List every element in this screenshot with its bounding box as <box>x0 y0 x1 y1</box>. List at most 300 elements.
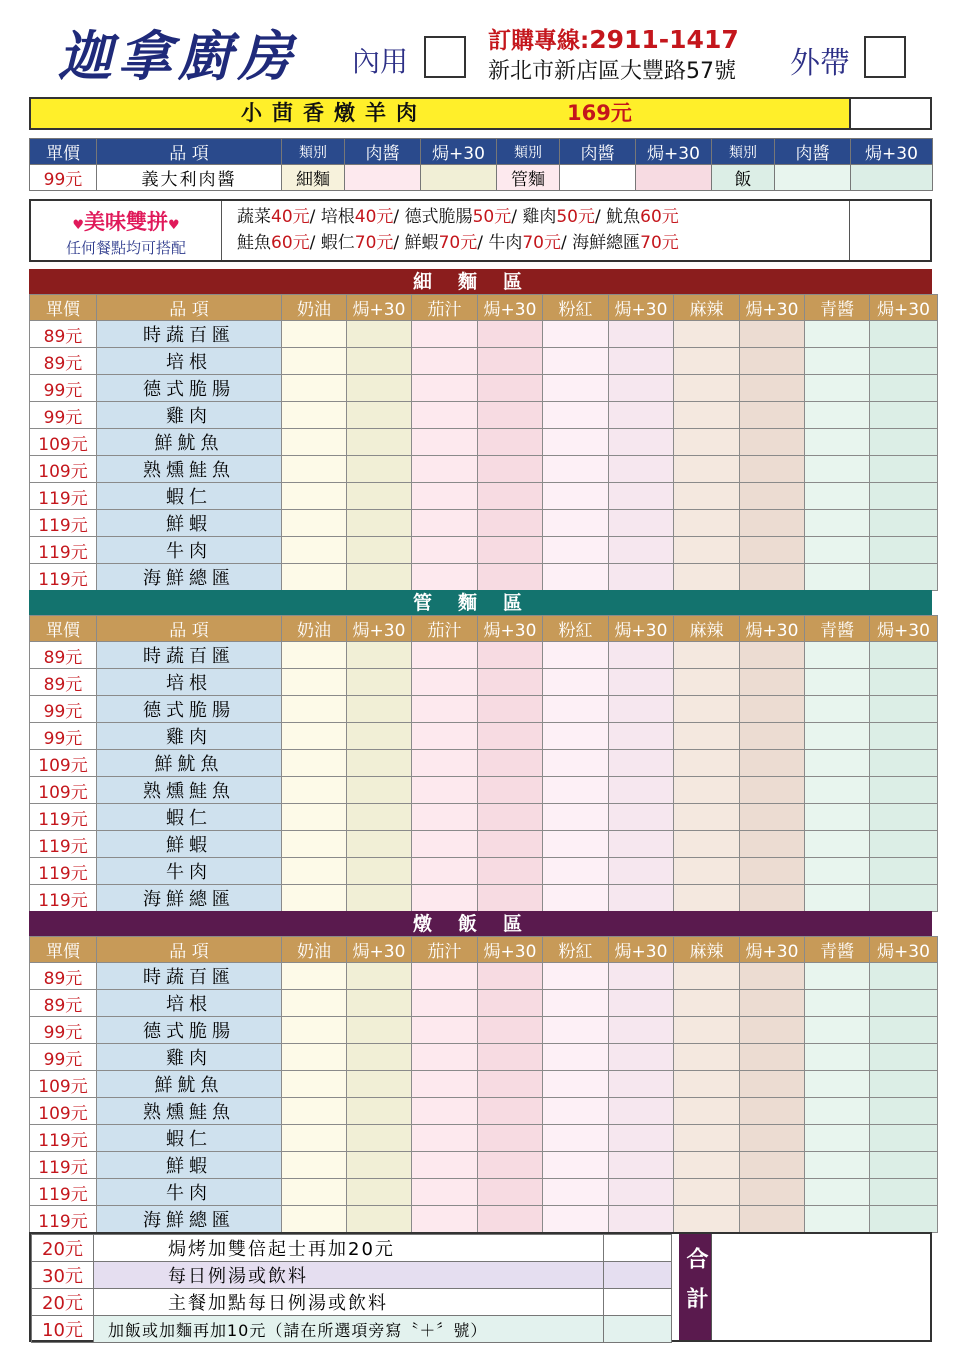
order-cell[interactable] <box>870 696 938 723</box>
order-cell[interactable] <box>609 1098 674 1125</box>
order-cell[interactable] <box>805 1152 870 1179</box>
order-cell[interactable] <box>347 696 412 723</box>
order-cell[interactable] <box>412 750 478 777</box>
order-cell[interactable] <box>870 831 938 858</box>
order-cell[interactable] <box>674 885 740 912</box>
order-cell[interactable] <box>478 348 543 375</box>
order-cell[interactable] <box>543 348 609 375</box>
order-cell[interactable] <box>478 642 543 669</box>
order-cell[interactable] <box>609 885 674 912</box>
order-cell[interactable] <box>805 831 870 858</box>
order-cell[interactable] <box>740 564 805 591</box>
order-cell[interactable] <box>805 375 870 402</box>
order-cell[interactable] <box>740 990 805 1017</box>
order-cell[interactable] <box>478 402 543 429</box>
order-cell[interactable] <box>609 1152 674 1179</box>
order-cell[interactable] <box>674 1179 740 1206</box>
order-cell[interactable] <box>347 963 412 990</box>
order-cell[interactable] <box>412 348 478 375</box>
order-cell[interactable] <box>412 777 478 804</box>
order-cell[interactable] <box>609 1071 674 1098</box>
order-cell[interactable] <box>543 1179 609 1206</box>
order-cell[interactable] <box>543 750 609 777</box>
order-cell[interactable] <box>478 804 543 831</box>
order-cell[interactable] <box>740 669 805 696</box>
order-cell[interactable] <box>805 510 870 537</box>
order-cell[interactable] <box>543 321 609 348</box>
order-cell[interactable] <box>478 777 543 804</box>
order-cell[interactable] <box>609 1179 674 1206</box>
order-cell[interactable] <box>609 375 674 402</box>
order-cell[interactable] <box>412 1098 478 1125</box>
order-cell[interactable] <box>609 564 674 591</box>
order-cell[interactable] <box>478 696 543 723</box>
order-cell[interactable] <box>543 777 609 804</box>
order-cell[interactable] <box>282 723 347 750</box>
order-cell[interactable] <box>543 1071 609 1098</box>
order-cell[interactable] <box>805 456 870 483</box>
order-cell[interactable] <box>740 321 805 348</box>
order-cell[interactable] <box>740 1044 805 1071</box>
order-cell[interactable] <box>805 858 870 885</box>
order-cell[interactable] <box>347 1098 412 1125</box>
order-cell[interactable] <box>870 402 938 429</box>
order-cell[interactable] <box>543 375 609 402</box>
order-cell[interactable] <box>543 858 609 885</box>
order-cell[interactable] <box>870 669 938 696</box>
order-cell[interactable] <box>560 165 636 191</box>
order-cell[interactable] <box>805 723 870 750</box>
order-cell[interactable] <box>740 537 805 564</box>
order-cell[interactable] <box>805 1098 870 1125</box>
order-cell[interactable] <box>674 321 740 348</box>
order-cell[interactable] <box>740 429 805 456</box>
order-cell[interactable] <box>282 1071 347 1098</box>
order-cell[interactable] <box>543 1017 609 1044</box>
order-cell[interactable] <box>870 348 938 375</box>
order-cell[interactable] <box>347 858 412 885</box>
order-cell[interactable] <box>805 429 870 456</box>
order-cell[interactable] <box>412 510 478 537</box>
order-cell[interactable] <box>674 750 740 777</box>
order-cell[interactable] <box>543 885 609 912</box>
order-cell[interactable] <box>740 1071 805 1098</box>
order-cell[interactable] <box>870 564 938 591</box>
order-cell[interactable] <box>870 321 938 348</box>
order-cell[interactable] <box>870 723 938 750</box>
order-cell[interactable] <box>282 375 347 402</box>
order-cell[interactable] <box>805 804 870 831</box>
order-cell[interactable] <box>805 321 870 348</box>
order-cell[interactable] <box>478 1017 543 1044</box>
order-cell[interactable] <box>478 750 543 777</box>
order-cell[interactable] <box>478 321 543 348</box>
order-cell[interactable] <box>674 1044 740 1071</box>
order-cell[interactable] <box>870 1071 938 1098</box>
order-cell[interactable] <box>674 963 740 990</box>
order-cell[interactable] <box>543 963 609 990</box>
order-cell[interactable] <box>347 564 412 591</box>
order-cell[interactable] <box>282 537 347 564</box>
order-cell[interactable] <box>543 669 609 696</box>
order-cell[interactable] <box>282 963 347 990</box>
order-cell[interactable] <box>347 456 412 483</box>
order-cell[interactable] <box>478 483 543 510</box>
order-cell[interactable] <box>478 831 543 858</box>
order-cell[interactable] <box>740 375 805 402</box>
order-cell[interactable] <box>609 456 674 483</box>
order-cell[interactable] <box>674 537 740 564</box>
order-cell[interactable] <box>412 696 478 723</box>
order-cell[interactable] <box>478 1098 543 1125</box>
order-cell[interactable] <box>740 750 805 777</box>
order-cell[interactable] <box>609 429 674 456</box>
order-cell[interactable] <box>543 1044 609 1071</box>
order-cell[interactable] <box>347 642 412 669</box>
order-cell[interactable] <box>740 402 805 429</box>
extra-qty-cell[interactable] <box>604 1235 672 1262</box>
order-cell[interactable] <box>870 777 938 804</box>
order-cell[interactable] <box>805 885 870 912</box>
order-cell[interactable] <box>740 1179 805 1206</box>
order-cell[interactable] <box>674 429 740 456</box>
order-cell[interactable] <box>412 858 478 885</box>
extra-qty-cell[interactable] <box>604 1316 672 1343</box>
order-cell[interactable] <box>347 750 412 777</box>
order-cell[interactable] <box>870 510 938 537</box>
extra-qty-cell[interactable] <box>604 1289 672 1316</box>
order-cell[interactable] <box>740 858 805 885</box>
order-cell[interactable] <box>412 1125 478 1152</box>
order-cell[interactable] <box>347 990 412 1017</box>
order-cell[interactable] <box>478 1206 543 1233</box>
order-cell[interactable] <box>870 429 938 456</box>
order-cell[interactable] <box>412 564 478 591</box>
order-cell[interactable] <box>478 375 543 402</box>
order-cell[interactable] <box>543 456 609 483</box>
order-cell[interactable] <box>740 777 805 804</box>
order-cell[interactable] <box>674 990 740 1017</box>
order-cell[interactable] <box>412 885 478 912</box>
order-cell[interactable] <box>851 165 933 191</box>
order-cell[interactable] <box>609 831 674 858</box>
order-cell[interactable] <box>478 963 543 990</box>
order-cell[interactable] <box>805 1179 870 1206</box>
order-cell[interactable] <box>478 1044 543 1071</box>
order-cell[interactable] <box>282 1179 347 1206</box>
order-cell[interactable] <box>740 1206 805 1233</box>
order-cell[interactable] <box>412 831 478 858</box>
order-cell[interactable] <box>543 1125 609 1152</box>
order-cell[interactable] <box>412 321 478 348</box>
order-cell[interactable] <box>282 564 347 591</box>
order-cell[interactable] <box>674 1098 740 1125</box>
order-cell[interactable] <box>478 858 543 885</box>
order-cell[interactable] <box>282 990 347 1017</box>
order-cell[interactable] <box>609 321 674 348</box>
order-cell[interactable] <box>412 669 478 696</box>
order-cell[interactable] <box>609 669 674 696</box>
order-cell[interactable] <box>775 165 851 191</box>
order-cell[interactable] <box>805 1044 870 1071</box>
order-cell[interactable] <box>412 990 478 1017</box>
order-cell[interactable] <box>674 777 740 804</box>
order-cell[interactable] <box>805 483 870 510</box>
order-cell[interactable] <box>609 348 674 375</box>
order-cell[interactable] <box>412 642 478 669</box>
order-cell[interactable] <box>282 456 347 483</box>
order-cell[interactable] <box>870 963 938 990</box>
order-cell[interactable] <box>412 456 478 483</box>
dine-in-checkbox[interactable] <box>424 36 466 78</box>
order-cell[interactable] <box>412 1179 478 1206</box>
order-cell[interactable] <box>870 1179 938 1206</box>
order-cell[interactable] <box>636 165 712 191</box>
order-cell[interactable] <box>805 642 870 669</box>
order-cell[interactable] <box>870 483 938 510</box>
order-cell[interactable] <box>543 696 609 723</box>
order-cell[interactable] <box>740 642 805 669</box>
order-cell[interactable] <box>478 537 543 564</box>
order-cell[interactable] <box>347 723 412 750</box>
order-cell[interactable] <box>740 963 805 990</box>
order-cell[interactable] <box>870 537 938 564</box>
order-cell[interactable] <box>543 402 609 429</box>
order-cell[interactable] <box>412 537 478 564</box>
order-cell[interactable] <box>478 1179 543 1206</box>
order-cell[interactable] <box>609 723 674 750</box>
order-cell[interactable] <box>609 510 674 537</box>
order-cell[interactable] <box>347 483 412 510</box>
order-cell[interactable] <box>870 750 938 777</box>
order-cell[interactable] <box>412 1044 478 1071</box>
order-cell[interactable] <box>543 723 609 750</box>
order-cell[interactable] <box>282 1098 347 1125</box>
order-cell[interactable] <box>347 402 412 429</box>
order-cell[interactable] <box>282 831 347 858</box>
order-cell[interactable] <box>478 669 543 696</box>
order-cell[interactable] <box>740 510 805 537</box>
order-cell[interactable] <box>543 804 609 831</box>
order-cell[interactable] <box>805 777 870 804</box>
order-cell[interactable] <box>282 696 347 723</box>
order-cell[interactable] <box>609 858 674 885</box>
order-cell[interactable] <box>543 990 609 1017</box>
order-cell[interactable] <box>674 1017 740 1044</box>
order-cell[interactable] <box>282 750 347 777</box>
order-cell[interactable] <box>347 321 412 348</box>
order-cell[interactable] <box>870 1125 938 1152</box>
order-cell[interactable] <box>870 1152 938 1179</box>
order-cell[interactable] <box>478 1152 543 1179</box>
order-cell[interactable] <box>674 1071 740 1098</box>
order-cell[interactable] <box>421 165 497 191</box>
order-cell[interactable] <box>805 669 870 696</box>
order-cell[interactable] <box>740 1098 805 1125</box>
order-cell[interactable] <box>740 831 805 858</box>
order-cell[interactable] <box>347 1017 412 1044</box>
order-cell[interactable] <box>870 1017 938 1044</box>
order-cell[interactable] <box>609 1044 674 1071</box>
total-input-area[interactable] <box>711 1234 931 1340</box>
order-cell[interactable] <box>674 831 740 858</box>
order-cell[interactable] <box>674 642 740 669</box>
order-cell[interactable] <box>412 402 478 429</box>
order-cell[interactable] <box>347 777 412 804</box>
order-cell[interactable] <box>478 723 543 750</box>
order-cell[interactable] <box>347 1206 412 1233</box>
order-cell[interactable] <box>870 804 938 831</box>
order-cell[interactable] <box>609 642 674 669</box>
order-cell[interactable] <box>347 1044 412 1071</box>
order-cell[interactable] <box>543 1098 609 1125</box>
order-cell[interactable] <box>282 1125 347 1152</box>
order-cell[interactable] <box>347 429 412 456</box>
order-cell[interactable] <box>805 564 870 591</box>
order-cell[interactable] <box>282 510 347 537</box>
order-cell[interactable] <box>805 696 870 723</box>
order-cell[interactable] <box>347 1152 412 1179</box>
order-cell[interactable] <box>609 1125 674 1152</box>
order-cell[interactable] <box>740 804 805 831</box>
order-cell[interactable] <box>347 537 412 564</box>
order-cell[interactable] <box>674 402 740 429</box>
order-cell[interactable] <box>478 564 543 591</box>
order-cell[interactable] <box>870 858 938 885</box>
order-cell[interactable] <box>870 456 938 483</box>
order-cell[interactable] <box>740 1125 805 1152</box>
order-cell[interactable] <box>347 1125 412 1152</box>
order-cell[interactable] <box>740 348 805 375</box>
order-cell[interactable] <box>609 750 674 777</box>
order-cell[interactable] <box>674 456 740 483</box>
order-cell[interactable] <box>870 375 938 402</box>
order-cell[interactable] <box>609 537 674 564</box>
order-cell[interactable] <box>740 1017 805 1044</box>
order-cell[interactable] <box>412 1017 478 1044</box>
order-cell[interactable] <box>282 1152 347 1179</box>
order-cell[interactable] <box>412 429 478 456</box>
order-cell[interactable] <box>805 750 870 777</box>
order-cell[interactable] <box>740 723 805 750</box>
order-cell[interactable] <box>282 858 347 885</box>
order-cell[interactable] <box>347 375 412 402</box>
order-cell[interactable] <box>674 348 740 375</box>
order-cell[interactable] <box>805 402 870 429</box>
order-cell[interactable] <box>805 1017 870 1044</box>
order-cell[interactable] <box>543 1152 609 1179</box>
order-cell[interactable] <box>870 1098 938 1125</box>
order-cell[interactable] <box>412 375 478 402</box>
order-cell[interactable] <box>282 777 347 804</box>
order-cell[interactable] <box>870 885 938 912</box>
order-cell[interactable] <box>609 990 674 1017</box>
order-cell[interactable] <box>282 1044 347 1071</box>
order-cell[interactable] <box>282 804 347 831</box>
order-cell[interactable] <box>609 1206 674 1233</box>
order-cell[interactable] <box>347 885 412 912</box>
order-cell[interactable] <box>609 402 674 429</box>
order-cell[interactable] <box>543 642 609 669</box>
extra-qty-cell[interactable] <box>604 1262 672 1289</box>
order-cell[interactable] <box>282 402 347 429</box>
order-cell[interactable] <box>282 669 347 696</box>
order-cell[interactable] <box>870 1206 938 1233</box>
order-cell[interactable] <box>805 1125 870 1152</box>
order-cell[interactable] <box>282 1206 347 1233</box>
order-cell[interactable] <box>282 429 347 456</box>
order-cell[interactable] <box>282 642 347 669</box>
order-cell[interactable] <box>478 1125 543 1152</box>
order-cell[interactable] <box>674 804 740 831</box>
order-cell[interactable] <box>478 990 543 1017</box>
order-cell[interactable] <box>870 1044 938 1071</box>
order-cell[interactable] <box>478 1071 543 1098</box>
order-cell[interactable] <box>674 1206 740 1233</box>
takeout-checkbox[interactable] <box>864 36 906 78</box>
order-cell[interactable] <box>805 963 870 990</box>
order-cell[interactable] <box>674 375 740 402</box>
order-cell[interactable] <box>674 696 740 723</box>
order-cell[interactable] <box>609 804 674 831</box>
order-cell[interactable] <box>282 348 347 375</box>
order-cell[interactable] <box>543 429 609 456</box>
order-cell[interactable] <box>345 165 421 191</box>
order-cell[interactable] <box>412 1152 478 1179</box>
order-cell[interactable] <box>347 510 412 537</box>
order-cell[interactable] <box>478 456 543 483</box>
order-cell[interactable] <box>282 1017 347 1044</box>
order-cell[interactable] <box>347 1071 412 1098</box>
order-cell[interactable] <box>543 1206 609 1233</box>
order-cell[interactable] <box>347 804 412 831</box>
order-cell[interactable] <box>412 963 478 990</box>
order-cell[interactable] <box>412 1071 478 1098</box>
order-cell[interactable] <box>674 483 740 510</box>
order-cell[interactable] <box>412 483 478 510</box>
order-cell[interactable] <box>543 483 609 510</box>
order-cell[interactable] <box>609 1017 674 1044</box>
order-cell[interactable] <box>347 348 412 375</box>
order-cell[interactable] <box>674 1152 740 1179</box>
order-cell[interactable] <box>347 669 412 696</box>
order-cell[interactable] <box>805 348 870 375</box>
order-cell[interactable] <box>543 510 609 537</box>
order-cell[interactable] <box>674 510 740 537</box>
order-cell[interactable] <box>412 804 478 831</box>
order-cell[interactable] <box>805 990 870 1017</box>
order-cell[interactable] <box>282 483 347 510</box>
order-cell[interactable] <box>543 831 609 858</box>
order-cell[interactable] <box>740 885 805 912</box>
order-cell[interactable] <box>870 990 938 1017</box>
order-cell[interactable] <box>609 963 674 990</box>
order-cell[interactable] <box>805 537 870 564</box>
order-cell[interactable] <box>282 885 347 912</box>
order-cell[interactable] <box>740 696 805 723</box>
order-cell[interactable] <box>805 1071 870 1098</box>
order-cell[interactable] <box>609 777 674 804</box>
order-cell[interactable] <box>740 456 805 483</box>
order-cell[interactable] <box>740 1152 805 1179</box>
order-cell[interactable] <box>674 723 740 750</box>
order-cell[interactable] <box>412 1206 478 1233</box>
order-cell[interactable] <box>478 885 543 912</box>
order-cell[interactable] <box>543 564 609 591</box>
order-cell[interactable] <box>674 669 740 696</box>
order-cell[interactable] <box>347 1179 412 1206</box>
order-cell[interactable] <box>347 831 412 858</box>
